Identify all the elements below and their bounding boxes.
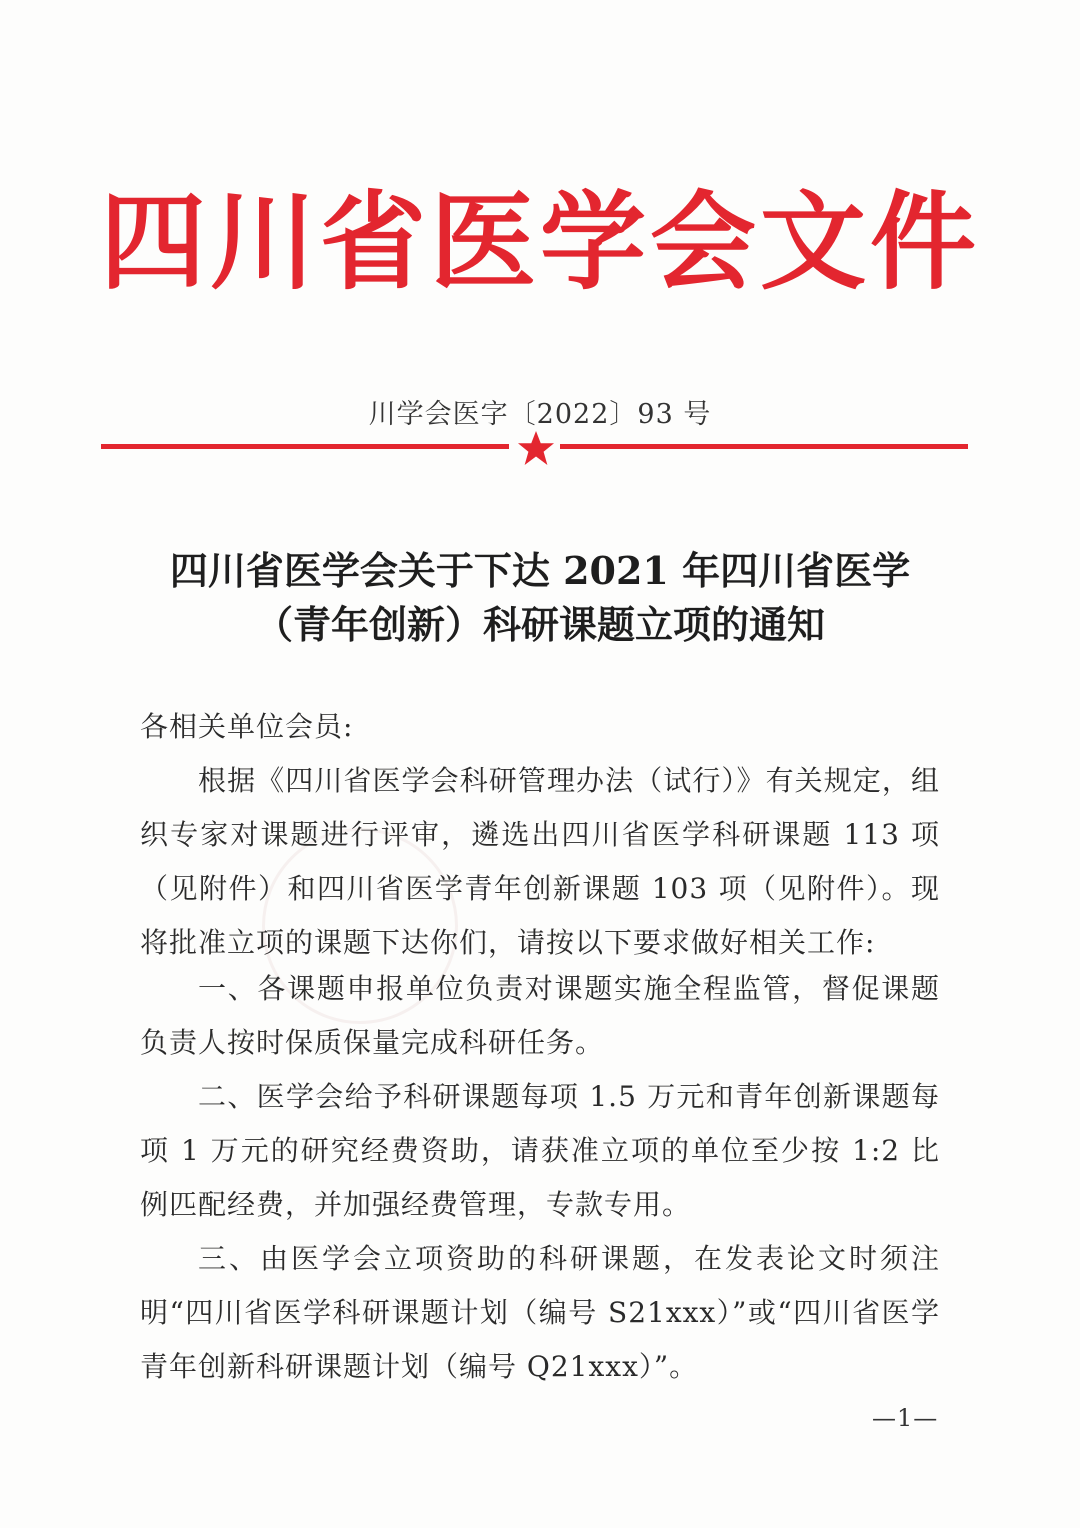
notice-title-line1: 四川省医学会关于下达 2021 年四川省医学 <box>169 548 911 593</box>
red-divider-right <box>560 444 968 449</box>
paragraph-3: 二、医学会给予科研课题每项 1.5 万元和青年创新课题每项 1 万元的研究经费资助，请获准立项的单位至少按 1:2 比例匹配经费，并加强经费管理，专款专用。 <box>140 1080 940 1221</box>
salutation: 各相关单位会员: <box>140 710 354 743</box>
page-number: —1— <box>872 1404 939 1432</box>
notice-title-line2: （青年创新）科研课题立项的通知 <box>254 602 825 647</box>
document-number: 川学会医字〔2022〕93 号 <box>368 399 712 430</box>
paragraph-2: 一、各课题申报单位负责对课题实施全程监管，督促课题负责人按时保质保量完成科研任务。 <box>140 972 940 1059</box>
paragraph-4: 三、由医学会立项资助的科研课题，在发表论文时须注明“四川省医学科研课题计划（编号 S21xxx）”或“四川省医学青年创新科研课题计划（编号 Q21xxx）”。 <box>140 1242 940 1383</box>
star-icon <box>517 430 555 466</box>
paragraph-1: 根据《四川省医学会科研管理办法（试行）》有关规定，组织专家对课题进行评审，遴选出四川省医学科研课题 113 项（见附件）和四川省医学青年创新课题 103 项（见附件）。现将批准立项的课题下达你们，请按以下要求做好相关工作: <box>140 764 940 959</box>
org-title-header: 四川省医学会文件 <box>100 181 980 304</box>
red-divider-left <box>101 444 509 449</box>
